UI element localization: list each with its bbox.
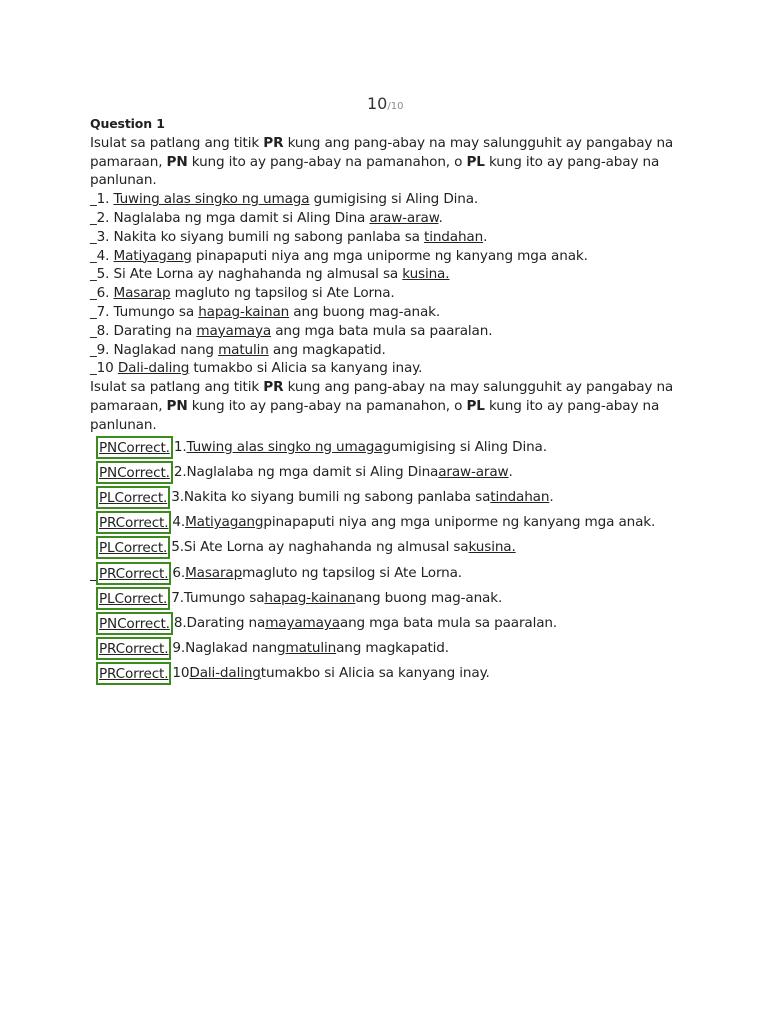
score-total: /10 (387, 101, 404, 112)
question-item: _2. Naglalaba ng mga damit si Aling Dina araw-araw. (90, 209, 443, 226)
answer-row: PLCorrect. 5. Si Ate Lorna ay naghahanda ng almusal sa kusina. (90, 535, 690, 560)
answer-field[interactable]: PNCorrect. (96, 612, 173, 635)
answer-row: PLCorrect. 3. Nakita ko siyang bumili ng sabong panlaba sa tindahan . (90, 485, 690, 510)
question-item: _6. Masarap magluto ng tapsilog si Ate Lorna. (90, 285, 395, 302)
answer-field[interactable]: PLCorrect. (96, 587, 170, 610)
correct-feedback: Correct. (117, 615, 170, 632)
answer-row: PNCorrect. 2. Naglalaba ng mga damit si Aling Dina araw-araw . (90, 460, 690, 485)
answer-row: PRCorrect. 9. Naglakad nang matulin ang magkapatid. (90, 636, 690, 661)
question-content (90, 115, 690, 686)
correct-feedback: Correct. (114, 590, 168, 607)
question-item: _9. Naglakad nang matulin ang magkapatid. (90, 341, 386, 358)
question-item: _3. Nakita ko siyang bumili ng sabong panlaba sa tindahan. (90, 228, 488, 245)
question-item: _7. Tumungo sa hapag-kainan ang buong mag-anak. (90, 303, 441, 320)
answer-field[interactable]: PRCorrect. (96, 511, 171, 534)
answer-field[interactable]: PNCorrect. (96, 461, 173, 484)
question-title: Question 1 (90, 116, 165, 131)
answer-field[interactable]: PRCorrect. (96, 637, 171, 660)
correct-feedback: Correct. (114, 540, 168, 557)
correct-feedback: Correct. (115, 565, 169, 582)
question-item: _4. Matiyagang pinapaputi niya ang mga uniporme ng kanyang mga anak. (90, 247, 588, 264)
answer-list (90, 435, 690, 687)
correct-feedback: Correct. (114, 490, 168, 507)
correct-feedback: Correct. (115, 641, 169, 658)
score-display (367, 94, 403, 113)
question-instruction: Isulat sa patlang ang titik PR kung ang pang-abay na may salungguhit ay pangabay na pamaraan, PN kung ito ay pang-abay na pamanahon, o PL kung ito ay pang-abay na panlunan. (90, 134, 674, 189)
correct-feedback: Correct. (117, 439, 170, 456)
answer-field[interactable]: PRCorrect. (96, 562, 171, 585)
question-item: _10 Dali-daling tumakbo si Alicia sa kanyang inay. (90, 360, 423, 377)
question-item: _1. Tuwing alas singko ng umaga gumigising si Aling Dina. (90, 191, 479, 208)
answer-field[interactable]: PRCorrect. (96, 662, 171, 685)
question-instruction-repeat: Isulat sa patlang ang titik PR kung ang pang-abay na may salungguhit ay pangabay na pamaraan, PN kung ito ay pang-abay na pamanahon, o PL kung ito ay pang-abay na panlunan. (90, 379, 674, 433)
question-item: _5. Si Ate Lorna ay naghahanda ng almusal sa kusina. (90, 266, 450, 283)
question-item: _8. Darating na mayamaya ang mga bata mula sa paaralan. (90, 322, 493, 339)
score-value: 10 (367, 94, 388, 113)
question-items (90, 190, 690, 378)
answer-field[interactable]: PNCorrect. (96, 436, 173, 459)
answer-field[interactable]: PLCorrect. (96, 536, 170, 559)
answer-row: PRCorrect. 4. Matiyagang pinapaputi niya ang mga uniporme ng kanyang mga anak. (90, 510, 690, 535)
answer-row: PNCorrect. 1. Tuwing alas singko ng umaga gumigising si Aling Dina. (90, 435, 690, 460)
answer-row: PNCorrect. 8. Darating na mayamaya ang mga bata mula sa paaralan. (90, 611, 690, 636)
answer-row: PRCorrect. 10 Dali-daling tumakbo si Alicia sa kanyang inay. (90, 661, 690, 686)
answer-field[interactable]: PLCorrect. (96, 486, 170, 509)
correct-feedback: Correct. (115, 515, 169, 532)
answer-row: PLCorrect. 7. Tumungo sa hapag-kainan ang buong mag-anak. (90, 586, 690, 611)
correct-feedback: Correct. (115, 666, 169, 683)
answer-row: PRCorrect. 6. Masarap magluto ng tapsilog si Ate Lorna. (90, 560, 690, 585)
correct-feedback: Correct. (117, 464, 170, 481)
